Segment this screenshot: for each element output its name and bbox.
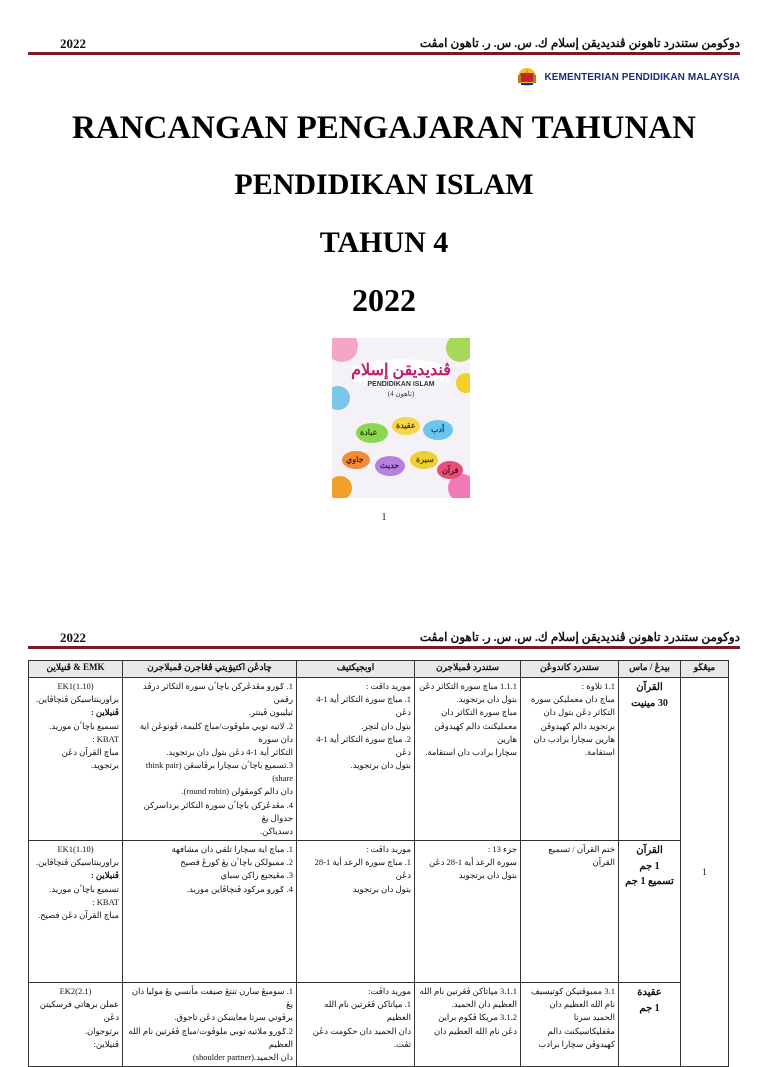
cell-line: دسدياکن. <box>260 825 293 836</box>
header-rule <box>28 646 740 649</box>
table-row <box>29 841 729 983</box>
table-row <box>29 678 729 841</box>
cell-line: العظيم دان الحميد. <box>451 999 517 1010</box>
cell-line: کهيدوڤن سچارا برادب <box>538 1038 615 1049</box>
cell-line: برڤوتي سرتا معاينيکن دڠن تاجوق. <box>174 1012 293 1023</box>
page-number: 1 <box>381 512 387 523</box>
cell-line: القرآن <box>636 682 663 693</box>
table-row <box>29 983 729 1067</box>
cell-line: EK1(1.10) <box>57 681 94 691</box>
cell-topic <box>619 678 681 841</box>
cell-emk <box>29 841 123 983</box>
cell-line: بتول دان برتجويد. <box>456 694 517 705</box>
book-topic: سيرة <box>416 455 434 464</box>
cell-line: بتول دان برتجويد. <box>350 760 411 771</box>
cell-line: دڠن نام الله العظيم دان <box>433 1025 517 1036</box>
cell-content-standard <box>521 678 619 841</box>
header-learning-standard: ستندرد ڤمبلاجرن <box>415 661 521 678</box>
cell-line: مباچ القرآن دڠن برتجويد. <box>61 746 119 771</box>
cell-line: 3.تسميع باچاٴن سچارا برڤاسڠن (think pair share) <box>145 760 293 784</box>
cell-line: 1. ݢورو مڠدڠرکن باچاٴن سورة التكاثر درڤد رقمن <box>143 681 293 705</box>
cell-line: 1. مباچ اية سچارا تلقي دان مشافهة <box>171 844 293 855</box>
cell-line: دان دالم کومڤولن (round robin). <box>181 786 293 797</box>
cell-line: 4. مڠدڠرکن باچاٴن سورة التكاثر برداسرکن جدوال يڠ <box>143 799 293 823</box>
cell-line: سورة الرعد أية 1-28 دڠن <box>429 857 517 868</box>
textbook-cover <box>332 338 470 498</box>
cell-line: مباچ دان معمليکن سورة <box>530 694 615 705</box>
book-topic: عقيدة <box>396 421 416 430</box>
cell-line: استقامة. <box>584 746 615 757</box>
cell-line: EK2(2.1) <box>59 986 92 997</box>
cell-content-standard <box>521 841 619 983</box>
cell-line: 30 مينيت <box>631 697 668 709</box>
header-doc-label: دوکومن ستندرد تاهونن ڤنديديقن إسلام ك. س. س. ر. تاهون امڤت <box>419 36 740 50</box>
cell-line: برتوجوان. <box>84 1025 119 1036</box>
cell-line: هارين سچارا برادب دان <box>533 733 615 744</box>
cell-line: موريد داڤت : <box>365 844 411 855</box>
cell-line: 1.1.1 مباچ سورة التكاثر دڠن <box>419 681 517 691</box>
header-rule <box>28 52 740 55</box>
cell-line: 1. مباچ سورة التكاثر أية 1-4 دڠن <box>316 694 411 718</box>
cell-line: براورينتاسيکن ڤنچاڤاين. <box>35 694 119 705</box>
cell-line: 4. ݢورو مرکود ڤنچاڤاين موريد. <box>186 883 293 894</box>
cell-learning-standard <box>415 983 521 1067</box>
cell-line: براورينتاسيکن ڤنچاڤاين. <box>35 857 119 868</box>
cell-line: EK1(1.10) <box>57 844 94 855</box>
header-emk: EMK & ڤنيلاين <box>29 661 123 678</box>
cell-line: 1 جم <box>639 860 660 872</box>
book-topic: قرآن <box>442 466 459 475</box>
cell-line: بتول دان برتجويد <box>352 883 411 894</box>
cell-line: 3.1 ممبوقتيکن کوتيسيف <box>531 986 615 997</box>
cell-learning-standard <box>415 841 521 983</box>
cell-line: 2. لاتيه توبي ملوڤوت/مباچ کليمة، ڤوتوڠن اية دان سورة <box>139 720 293 744</box>
cell-line: القرآن <box>592 857 615 868</box>
book-latin-title: PENDIDIKAN ISLAM <box>367 381 435 388</box>
title-line-1: RANCANGAN PENGAJARAN TAHUNAN <box>72 110 696 146</box>
cell-objective <box>297 983 415 1067</box>
cell-line: تسميع 1 جم <box>625 876 674 888</box>
cell-line: الحميد سرتا <box>573 1012 615 1023</box>
header-objective: اوبجيکتيف <box>297 661 415 678</box>
book-jawi-title: ڤنديديقن إسلام <box>351 362 451 379</box>
header-topic-time: بيدڠ / ماس <box>619 661 681 678</box>
cell-line: التكاثر دڠن بتول دان <box>543 707 615 718</box>
header-doc-label: دوکومن ستندرد تاهونن ڤنديديقن إسلام ك. س. س. ر. تاهون امڤت <box>419 630 740 644</box>
header-year: 2022 <box>60 630 86 645</box>
cell-line: نام الله العظيم دان <box>549 999 615 1010</box>
cell-line: عملن برهاتي فرسکيتن دڠن <box>39 999 119 1023</box>
cell-line: تيليبون ڤينتر. <box>248 707 293 718</box>
cell-activity <box>123 678 297 841</box>
cell-line: موريد داڤت : <box>365 681 411 691</box>
cell-line: بتول دان برتجويد <box>458 870 517 881</box>
book-topic: عبادة <box>360 428 378 437</box>
cell-line: 1. سومبڠ سارن تنتڠ صيفت مأنسي يڠ موليا دان يڠ <box>131 986 293 1010</box>
header-year: 2022 <box>60 36 86 51</box>
cell-line: 3.1.2 مريکا ڤکوم براين <box>438 1012 517 1023</box>
cell-line: سچارا برادب دان استقامة. <box>425 746 517 757</box>
cell-line: دان الحميد دان حکومت دڠن <box>312 1025 411 1036</box>
header-activity: چادڠن اکتيۏيتي ڤڠاجرن ڤمبلاجرن <box>123 661 297 678</box>
cell-learning-standard <box>415 678 521 841</box>
cell-line: دان الحميد.(shoulder partner) <box>192 1051 293 1062</box>
cell-line: 1. مباچ سورة الرعد أية 1-28 دڠن <box>314 857 411 881</box>
cell-line: ختم القرآن / تسميع <box>548 844 615 855</box>
table-header-row <box>29 661 729 678</box>
cell-topic <box>619 983 681 1067</box>
cell-line: تسميع باچاٴن موريد. <box>49 883 119 894</box>
cell-objective <box>297 841 415 983</box>
title-line-3: TAHUN 4 <box>319 226 449 259</box>
cell-line: مباچ القرآن دڠن فصيح. <box>37 909 119 920</box>
cell-activity <box>123 983 297 1067</box>
cell-line: برتجويد دالم کهيدوڤن <box>540 720 615 731</box>
title-line-4: 2022 <box>352 282 416 318</box>
book-topic: أدب <box>431 425 445 434</box>
cell-line: تسميع باچاٴن موريد. <box>49 720 119 731</box>
cell-line: 2. مباچ سورة التكاثر أية 1-4 دڠن <box>316 733 411 757</box>
cell-activity <box>123 841 297 983</box>
cell-line: تڤت. <box>393 1038 411 1049</box>
cell-line: التكاثر أية 1-4 دڠن بتول دان برتجويد. <box>166 746 293 757</box>
cell-emk <box>29 983 123 1067</box>
cell-line: موريد داڤت: <box>368 986 411 997</box>
ministry-logo <box>516 66 740 88</box>
cell-line: 3.1.1 مڽاتاکن ڤڠرتين نام الله <box>419 986 517 997</box>
header-week: ميڠڬو <box>681 661 729 678</box>
cell-line: عقيدة <box>637 987 662 999</box>
cell-topic <box>619 841 681 983</box>
cell-line: 2. ممبولکن باچاٴن يڠ کورڠ فصيح <box>180 857 293 868</box>
cell-line: 2.ݢورو ملاتيه توبي ملوڤوت/مباچ ڤڠرتين نام الله العظيم <box>128 1025 293 1049</box>
cell-objective <box>297 678 415 841</box>
cell-line: معمليکنث دالم کهيدوڤن هارين <box>434 720 517 744</box>
crest-icon <box>516 66 538 88</box>
cell-line: ڤنيلاين : <box>90 707 119 718</box>
cell-line: جزء 13 : <box>487 844 517 855</box>
cell-line: مڠفليکاسيکنث دالم <box>547 1025 615 1036</box>
ministry-name: KEMENTERIAN PENDIDIKAN MALAYSIA <box>544 71 740 83</box>
cell-line: القرآن <box>636 845 663 857</box>
cell-content-standard <box>521 983 619 1067</box>
book-topic: حديث <box>380 461 400 470</box>
book-grade: (تاهون 4) <box>387 390 415 398</box>
lesson-plan-table <box>28 660 729 1067</box>
cell-line: مباچ سورة التكاثر دان <box>441 707 517 718</box>
title-line-2: PENDIDIKAN ISLAM <box>234 168 534 201</box>
cell-line: 3. مڠيجيع راکن سباي <box>220 870 293 881</box>
cell-line: KBAT : <box>92 896 119 907</box>
cell-line: KBAT : <box>92 733 119 744</box>
book-topic: جاوي <box>346 455 364 464</box>
cell-week: 1 <box>681 678 729 1067</box>
cell-line: ڤنيلاين : <box>90 870 119 881</box>
cell-line: 1. مڽاتاکن ڤڠرتين نام الله العظيم <box>324 999 411 1023</box>
header-content-standard: ستندرد کاندوڠن <box>521 661 619 678</box>
cell-line: 1.1 تلاوة : <box>581 681 615 691</box>
cell-line: 1 جم <box>639 1002 660 1014</box>
cell-emk <box>29 678 123 841</box>
cell-line: بتول دان لنچر. <box>361 720 411 731</box>
cell-line: ڤنيلاين: <box>93 1038 119 1049</box>
